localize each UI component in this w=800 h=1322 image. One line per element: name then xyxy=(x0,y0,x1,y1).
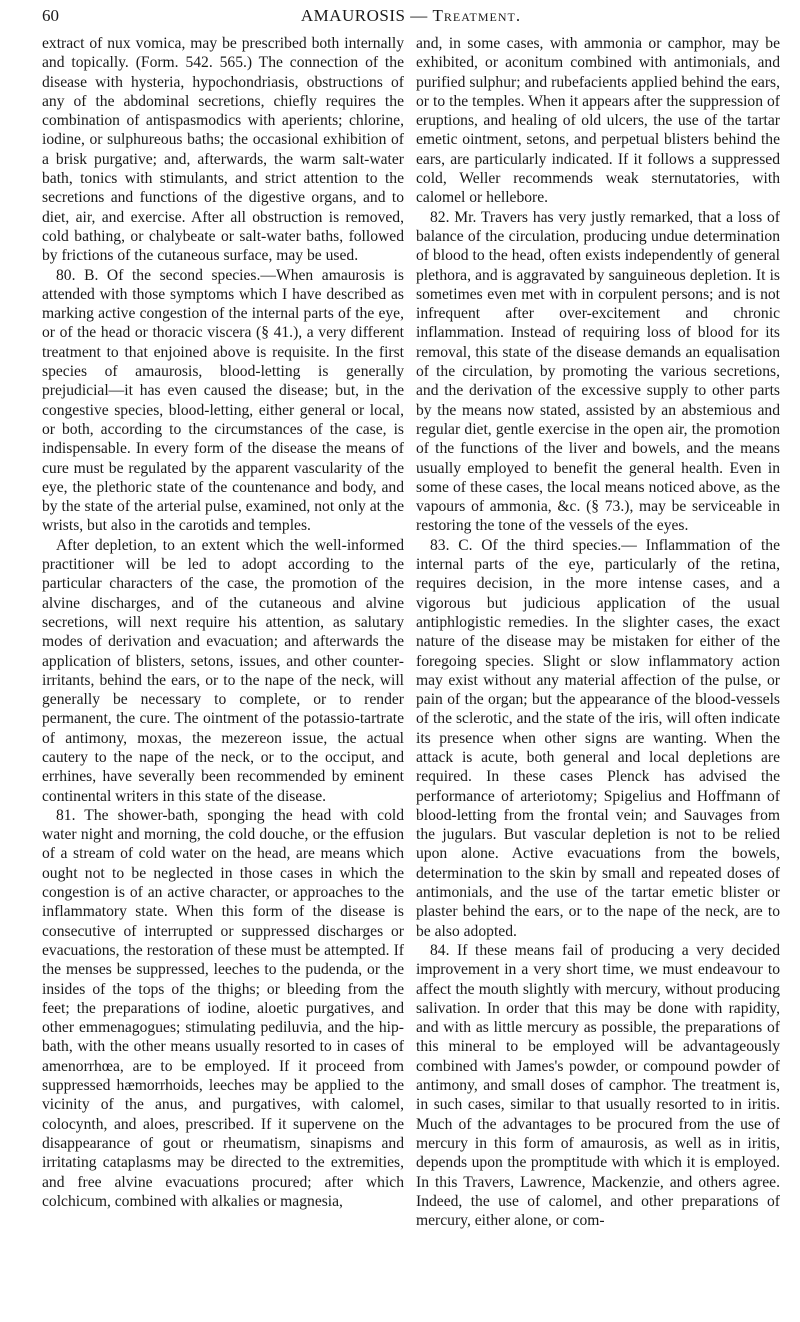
title-sub: Treatment. xyxy=(432,6,522,25)
right-column xyxy=(416,34,780,1230)
paragraph: After depletion, to an extent which the well-informed practitioner will be led to adopt according to the particular characters of the case, the promotion of the alvine discharges, and of the cutaneous and alvine secretions, will next require his attention, as salutary modes of derivation and evacuation; and afterwards the application of blisters, setons, issues, and other counter-irritants, behind the ears, or to the nape of the neck, will generally be necessary to complete, or to render permanent, the cure. The ointment of the potassio-tartrate of antimony, moxas, the mezereon issue, the actual cautery to the nape of the neck, or to the occiput, and errhines, have severally been recommended by eminent continental writers in this state of the disease. xyxy=(42,536,404,805)
running-header xyxy=(42,6,780,28)
title-separator: — xyxy=(405,6,433,25)
paragraph-84: 84. If these means fail of producing a very decided improvement in a very short time, we must endeavour to affect the mouth slightly with mercury, without producing salivation. In order that this may be done with rapidity, and with as little mercury as possible, the preparations of this mineral to be employed will be advantageously combined with James's powder, or compound powder of antimony, and small doses of camphor. The treatment is, in such cases, similar to that usually resorted to in iritis. Much of the advantages to be procured from the use of mercury in this form of amaurosis, as well as in iritis, depends upon the promptitude with which it is employed. In this Travers, Lawrence, Mackenzie, and others agree. Indeed, the use of calomel, and other preparations of mercury, either alone, or com- xyxy=(416,941,780,1230)
paragraph-83: 83. C. Of the third species.— Inflammation of the internal parts of the eye, particularly of the retina, requires decision, in the more intense cases, and a vigorous but judicious application of the usual antiphlogistic remedies. In the slighter cases, the exact nature of the disease may be mistaken for either of the foregoing species. Slight or slow inflammatory action may exist without any material affection of the pulse, or pain of the organ; but the appearance of the blood-vessels of the sclerotic, and the state of the iris, will often indicate its presence when other signs are wanting. When the attack is acute, both general and local depletions are required. In these cases Plenck has advised the performance of arteriotomy; Spigelius and Hoffmann of blood-letting from the frontal vein; and Sauvages from the jugulars. But vascular depletion is not to be relied upon alone. Active evacuations from the bowels, determination to the skin by small and repeated doses of antimonials, and the use of the tartar emetic blister or plaster behind the ears, or to the nape of the neck, are to be also adopted. xyxy=(416,536,780,940)
page-number: 60 xyxy=(42,6,59,25)
paragraph-81: 81. The shower-bath, sponging the head with cold water night and morning, the cold douche, or the effusion of a stream of cold water on the head, are means which ought not to be neglected in those cases in which the congestion is of an active character, or approaches to the inflammatory state. When this form of the disease is consecutive of interrupted or suppressed discharges or evacuations, the restoration of these must be attempted. If the menses be suppressed, leeches to the pudenda, or the insides of the tops of the thighs; or bleeding from the feet; the preparations of iodine, aloetic purgatives, and other emmenagogues; stimulating pediluvia, and the hip-bath, with the other means usually resorted to in cases of amenorrhœa, are to be employed. If it proceed from suppressed hæmorrhoids, leeches may be applied to the vicinity of the anus, and purgatives, with calomel, colocynth, and aloes, prescribed. If it supervene on the disappearance of gout or rheumatism, sinapisms and irritating cataplasms may be directed to the extremities, and free alvine evacuations procured; after which colchicum, combined with alkalies or magnesia, xyxy=(42,806,404,1210)
paragraph: and, in some cases, with ammonia or camphor, may be exhibited, or aconitum combined with antimonials, and purified sulphur; and rubefacients applied behind the ears, or to the temples. When it appears after the suppression of eruptions, and healing of old ulcers, the use of the tartar emetic ointment, setons, and perpetual blisters behind the ears, are particularly indicated. If it follows a suppressed cold, Weller recommends weak sternutatories, with calomel or hellebore. xyxy=(416,35,780,207)
paragraph-80: 80. B. Of the second species.—When amaurosis is attended with those symptoms which I have described as marking active congestion of the internal parts of the eye, or of the head or thoracic viscera (§ 41.), a very different treatment to that enjoined above is requisite. In the first species of amaurosis, blood-letting is generally prejudicial—it has even caused the disease; but, in the congestive species, blood-letting, either general or local, or both, according to the circumstances of the case, is indispensable. In every form of the disease the means of cure must be regulated by the apparent vascularity of the eye, the plethoric state of the countenance and body, and by the state of the arterial pulse, examined, not only at the wrists, but also in the carotids and temples. xyxy=(42,266,404,535)
title-main: AMAUROSIS xyxy=(300,6,406,25)
running-title xyxy=(42,6,780,26)
paragraph-82: 82. Mr. Travers has very justly remarked, that a loss of balance of the circulation, producing undue determination of blood to the head, often exists independently of general plethora, and is aggravated by sanguineous depletion. It is sometimes even met with in corpulent persons; and is not infrequent after over-excitement and chronic inflammation. Instead of requiring loss of blood for its removal, this state of the disease demands an equalisation of the circulation, by promoting the various secretions, and the derivation of the excessive supply to other parts by the means now stated, assisted by an abstemious and regular diet, gentle exercise in the open air, the promotion of the functions of the liver and bowels, and the means usually employed to benefit the general health. Even in some of these cases, the local means noticed above, as the vapours of ammonia, &c. (§ 73.), may be serviceable in restoring the tone of the vessels of the eyes. xyxy=(416,208,780,535)
left-column xyxy=(42,34,404,1230)
paragraph: extract of nux vomica, may be prescribed both internally and topically. (Form. 542. 565.) The connection of the disease with hysteria, hypochondriasis, obstructions of any of the abdominal secretions, chiefly requires the combination of antispasmodics with aperients; chlorine, iodine, or sulphureous baths; the occasional exhibition of a brisk purgative; and, afterwards, the warm salt-water bath, tonics with stimulants, and strict attention to the secretions and functions of the digestive organs, and to diet, air, and exercise. After all obstruction is removed, cold bathing, or chalybeate or salt-water baths, followed by frictions of the cutaneous surface, may be used. xyxy=(42,35,404,265)
two-column-body xyxy=(42,34,780,1230)
